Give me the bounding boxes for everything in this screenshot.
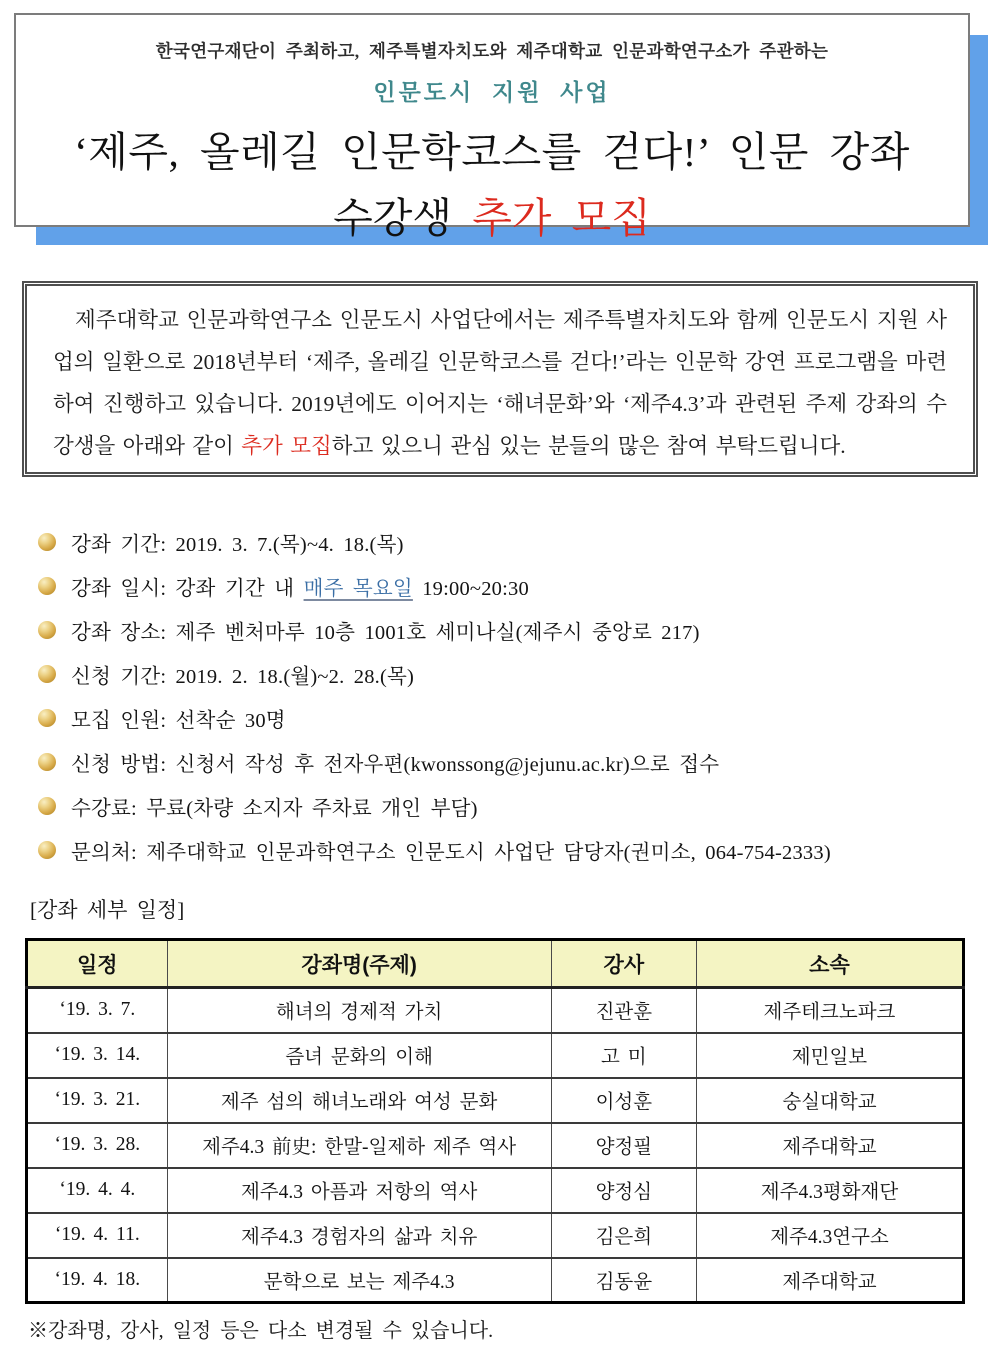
item-text-pre: 강좌 일시: 강좌 기간 내 [71,578,304,600]
lecturer-cell: 양정심 [551,1168,696,1213]
list-item-apply-method [38,740,978,784]
subtitle-prefix: 수강생 [333,195,473,241]
info-list [38,520,978,872]
list-item-fee [38,784,978,828]
intro-text-after: 하고 있으니 관심 있는 분들의 많은 참여 부탁드립니다. [331,434,846,458]
header-cell-lecturer: 강사 [551,940,696,988]
affiliation-cell: 제주4.3연구소 [696,1213,963,1258]
header-cell-date: 일정 [27,940,168,988]
affiliation-cell: 숭실대학교 [696,1078,963,1123]
thursday-link[interactable]: 매주 목요일 [303,578,413,600]
subtitle [16,185,968,244]
schedule-table [25,938,965,1304]
table-row [27,1123,964,1168]
list-item-venue [38,608,978,652]
main-title: ‘제주, 올레길 인문학코스를 걷다!’ 인문 강좌 [74,129,910,175]
item-text: 수강료: 무료(차량 소지자 주차료 개인 부담) [71,798,478,820]
item-text: 강좌 기간: 2019. 3. 7.(목)~4. 18.(목) [71,534,404,556]
affiliation-cell: 제민일보 [696,1033,963,1078]
topic-cell: 제주4.3 아픔과 저항의 역사 [167,1168,551,1213]
intro-paragraph [53,299,947,467]
list-item-apply-period [38,652,978,696]
schedule-section-label: [강좌 세부 일정] [30,898,185,922]
list-item-course-time [38,564,978,608]
lecturer-cell: 고 미 [551,1033,696,1078]
gold-bullet-icon [38,753,56,771]
date-cell: ‘19. 3. 14. [27,1033,168,1078]
item-text: 신청 방법: 신청서 작성 후 전자우편(kwonssong@jejunu.ac.kr)으로 접수 [71,754,720,776]
footnote: ※강좌명, 강사, 일정 등은 다소 변경될 수 있습니다. [28,1320,494,1342]
gold-bullet-icon [38,709,56,727]
table-header-row [27,940,964,988]
list-item-contact [38,828,978,872]
affiliation-cell: 제주대학교 [696,1258,963,1303]
date-cell: ‘19. 3. 28. [27,1123,168,1168]
date-cell: ‘19. 4. 18. [27,1258,168,1303]
intro-text-before: 제주대학교 인문과학연구소 인문도시 사업단에서는 제주특별자치도와 함께 인문도시 지원 사업의 일환으로 2018년부터 ‘제주, 올레길 인문학코스를 걷다!’라는 인문학 강연 프로그램을 마련하여 진행하고 있습니다. 2019년에도 이어지는 ‘해녀문화’와 ‘제주4.3’과 관련된 주제 강좌의 수강생을 아래와 같이 [53,308,947,458]
item-text [71,571,529,601]
topic-cell: 문학으로 보는 제주4.3 [167,1258,551,1303]
item-text: 신청 기간: 2019. 2. 18.(월)~2. 28.(목) [71,666,415,688]
item-text: 모집 인원: 선착순 30명 [71,710,286,732]
date-cell: ‘19. 3. 21. [27,1078,168,1123]
list-item-capacity [38,696,978,740]
lecturer-cell: 양정필 [551,1123,696,1168]
table-row [27,1033,964,1078]
affiliation-cell: 제주대학교 [696,1123,963,1168]
gold-bullet-icon [38,665,56,683]
lecturer-cell: 이성훈 [551,1078,696,1123]
recruit-highlight: 추가 모집 [472,195,651,241]
date-cell: ‘19. 4. 11. [27,1213,168,1258]
table-row [27,988,964,1033]
program-name: 인문도시 지원 사업 [373,80,611,105]
intro-highlight: 추가 모집 [241,434,332,458]
item-text: 강좌 장소: 제주 벤처마루 10층 1001호 세미나실(제주시 중앙로 217) [71,622,700,644]
header-box [14,13,970,241]
affiliation-cell: 제주테크노파크 [696,988,963,1033]
topic-cell: 제주4.3 경험자의 삶과 치유 [167,1213,551,1258]
lecturer-cell: 김동윤 [551,1258,696,1303]
topic-cell: 제주4.3 前史: 한말-일제하 제주 역사 [167,1123,551,1168]
gold-bullet-icon [38,797,56,815]
organizer-line: 한국연구재단이 주최하고, 제주특별자치도와 제주대학교 인문과학연구소가 주관하는 [155,41,829,61]
topic-cell: 제주 섬의 해녀노래와 여성 문화 [167,1078,551,1123]
table-row [27,1213,964,1258]
item-text-post: 19:00~20:30 [412,578,529,600]
list-item-course-period [38,520,978,564]
topic-cell: 즘녀 문화의 이해 [167,1033,551,1078]
gold-bullet-icon [38,841,56,859]
gold-bullet-icon [38,621,56,639]
table-row [27,1168,964,1213]
header-cell-affiliation: 소속 [696,940,963,988]
table-row [27,1258,964,1303]
table-row [27,1078,964,1123]
item-text: 문의처: 제주대학교 인문과학연구소 인문도시 사업단 담당자(권미소, 064-754-2333) [71,842,831,864]
gold-bullet-icon [38,577,56,595]
date-cell: ‘19. 4. 4. [27,1168,168,1213]
intro-box [22,281,978,477]
affiliation-cell: 제주4.3평화재단 [696,1168,963,1213]
lecturer-cell: 김은희 [551,1213,696,1258]
lecturer-cell: 진관훈 [551,988,696,1033]
date-cell: ‘19. 3. 7. [27,988,168,1033]
topic-cell: 해녀의 경제적 가치 [167,988,551,1033]
gold-bullet-icon [38,533,56,551]
header-cell-topic: 강좌명(주제) [167,940,551,988]
